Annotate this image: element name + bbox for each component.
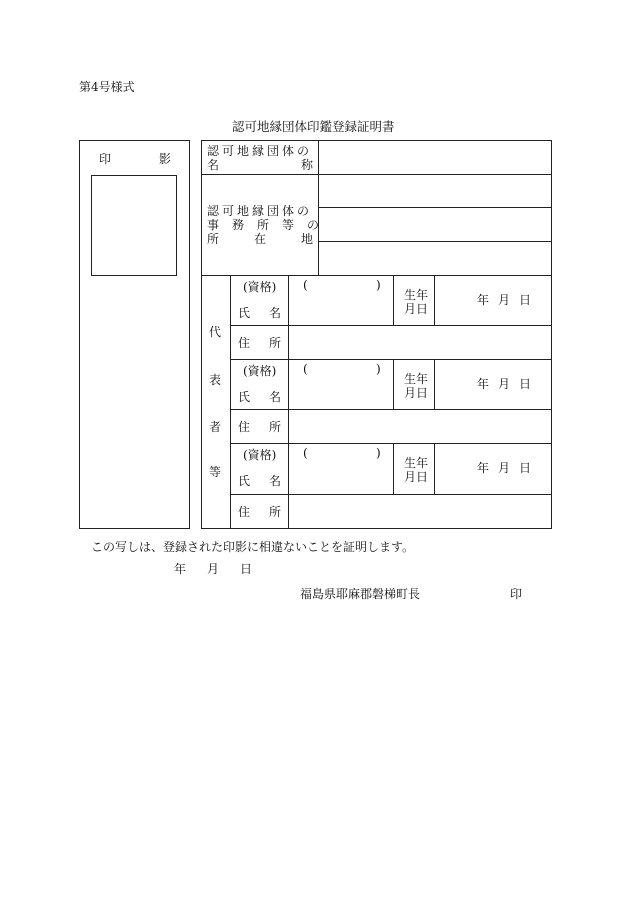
birth-label-line1: 生年	[404, 288, 429, 302]
seal-label-right: 影	[158, 152, 171, 166]
address-label	[238, 505, 281, 519]
address-label-left: 住	[238, 420, 251, 434]
issue-date	[174, 562, 252, 576]
seal-impression-box[interactable]	[91, 175, 177, 276]
birth-label-line1: 生年	[404, 456, 429, 470]
rep-label-char-4: 等	[209, 465, 222, 479]
paren-close: )	[376, 446, 381, 460]
birth-date-field[interactable]	[477, 461, 531, 475]
birth-month: 月	[497, 293, 510, 307]
issue-month: 月	[206, 562, 219, 576]
birth-year: 年	[477, 293, 490, 307]
address-label-right: 所	[268, 420, 281, 434]
birth-day: 日	[518, 293, 531, 307]
issue-year: 年	[174, 562, 187, 576]
org-office-field-2[interactable]	[319, 208, 551, 241]
name-label-left: 氏	[238, 390, 251, 404]
birth-label-line2: 月日	[404, 386, 429, 400]
birth-date-field[interactable]	[477, 293, 531, 307]
birth-day: 日	[518, 461, 531, 475]
name-label-right: 名	[268, 390, 281, 404]
rep-label-char-3: 者	[209, 420, 222, 434]
name-label-right: 名	[268, 474, 281, 488]
name-label	[238, 390, 281, 404]
issue-day: 日	[239, 562, 252, 576]
issuer-seal: 印	[510, 587, 523, 601]
qualification-label: (資格)	[243, 448, 277, 462]
address-label-left: 住	[238, 505, 251, 519]
birth-year: 年	[477, 377, 490, 391]
rep-label-char-2: 表	[209, 373, 222, 387]
org-name-field[interactable]	[319, 141, 551, 174]
qualification-name-field[interactable]	[289, 360, 393, 408]
org-office-label-line2: 事務所等の	[207, 218, 333, 232]
address-label	[238, 336, 281, 350]
name-label	[238, 306, 281, 320]
birth-label-line1: 生年	[404, 372, 429, 386]
org-office-label-mid: 在	[253, 232, 266, 246]
org-office-label-right: 地	[300, 232, 313, 246]
birth-month: 月	[497, 377, 510, 391]
paren-open: (	[303, 278, 308, 292]
address-label-right: 所	[268, 505, 281, 519]
name-label-left: 氏	[238, 306, 251, 320]
qualification-name-field[interactable]	[289, 276, 393, 324]
certification-text: この写しは、登録された印影に相違ないことを証明します。	[91, 540, 415, 554]
issuer-name: 福島県耶麻郡磐梯町長	[300, 587, 421, 601]
qualification-label: (資格)	[243, 364, 277, 378]
name-label-left: 氏	[238, 474, 251, 488]
seal-impression-label	[99, 152, 171, 166]
document-title: 認可地縁団体印鑑登録証明書	[232, 119, 395, 134]
paren-open: (	[303, 446, 308, 460]
org-office-field-3[interactable]	[319, 242, 551, 275]
org-office-label-left: 所	[207, 232, 220, 246]
rep-row-3	[230, 443, 552, 529]
paren-close: )	[376, 362, 381, 376]
rep-row-1	[230, 275, 552, 359]
address-field[interactable]	[289, 495, 551, 528]
org-name-label-line2	[207, 158, 313, 172]
name-label	[238, 474, 281, 488]
name-label-right: 名	[268, 306, 281, 320]
birth-date-field[interactable]	[477, 377, 531, 391]
qualification-name-field[interactable]	[289, 444, 393, 493]
qualification-label: (資格)	[243, 280, 277, 294]
birth-label-line2: 月日	[404, 302, 429, 316]
birth-label-line2: 月日	[404, 470, 429, 484]
seal-label-left: 印	[99, 152, 112, 166]
org-name-label-right: 称	[300, 158, 313, 172]
address-field[interactable]	[289, 410, 551, 443]
org-name-label-line1: 認可地縁団体の	[207, 144, 313, 158]
org-office-field-1[interactable]	[319, 175, 551, 207]
paren-close: )	[376, 278, 381, 292]
registration-table	[201, 140, 552, 529]
form-number: 第4号様式	[79, 80, 135, 94]
org-office-label-line1: 認可地縁団体の	[207, 204, 313, 218]
address-label-right: 所	[268, 336, 281, 350]
rep-row-2	[230, 359, 552, 443]
rep-label-char-1: 代	[209, 325, 222, 339]
address-label-left: 住	[238, 336, 251, 350]
birth-day: 日	[518, 377, 531, 391]
address-label	[238, 420, 281, 434]
birth-month: 月	[497, 461, 510, 475]
paren-open: (	[303, 362, 308, 376]
birth-year: 年	[477, 461, 490, 475]
org-name-label-left: 名	[207, 158, 220, 172]
address-field[interactable]	[289, 326, 551, 359]
org-office-label-line3	[207, 232, 313, 246]
